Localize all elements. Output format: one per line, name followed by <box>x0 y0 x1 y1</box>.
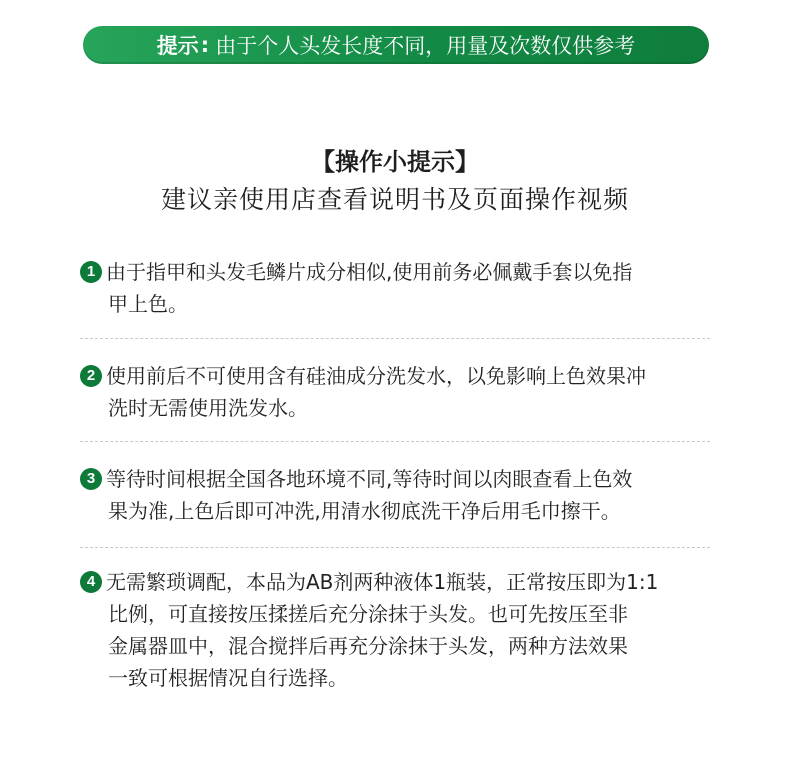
tip-2-line-1: 使用前后不可使用含有硅油成分洗发水，以免影响上色效果冲 <box>106 364 646 388</box>
banner-colon: : <box>200 33 210 57</box>
tip-3-line-1: 等待时间根据全国各地环境不同,等待时间以肉眼查看上色效 <box>106 467 633 491</box>
number-4-icon: 4 <box>80 571 102 593</box>
tip-item-4 <box>80 566 720 694</box>
section-title: 【操作小提示】 <box>311 148 479 176</box>
tip-4-line-2: 比例，可直接按压揉搓后充分涂抹于头发。也可先按压至非 <box>108 602 628 626</box>
tip-item-2 <box>80 360 720 424</box>
section-subtitle: 建议亲使用店查看说明书及页面操作视频 <box>160 185 629 214</box>
tip-4-line-3: 金属器皿中，混合搅拌后再充分涂抹于头发，两种方法效果 <box>108 634 628 658</box>
tip-1-line-1: 由于指甲和头发毛鳞片成分相似,使用前务必佩戴手套以免指 <box>106 260 633 284</box>
tip-2-line-2: 洗时无需使用洗发水。 <box>108 396 308 420</box>
tip-4-line-4: 一致可根据情况自行选择。 <box>108 666 348 690</box>
number-2-icon: 2 <box>80 365 102 387</box>
divider <box>80 547 710 548</box>
banner-label: 提示 <box>156 34 199 58</box>
number-3-icon: 3 <box>80 468 102 490</box>
tip-item-3 <box>80 463 720 527</box>
tip-item-1 <box>80 256 720 320</box>
tip-1-line-2: 甲上色。 <box>108 292 188 316</box>
divider <box>80 441 710 442</box>
tip-banner <box>83 26 709 64</box>
tip-3-line-2: 果为准,上色后即可冲洗,用清水彻底洗干净后用毛巾擦干。 <box>108 499 621 523</box>
banner-text: 由于个人头发长度不同，用量及次数仅供参考 <box>215 34 636 58</box>
number-1-icon: 1 <box>80 261 102 283</box>
tip-4-line-1: 无需繁琐调配，本品为AB剂两种液体1瓶装，正常按压即为1:1 <box>106 570 659 594</box>
divider <box>80 338 710 339</box>
